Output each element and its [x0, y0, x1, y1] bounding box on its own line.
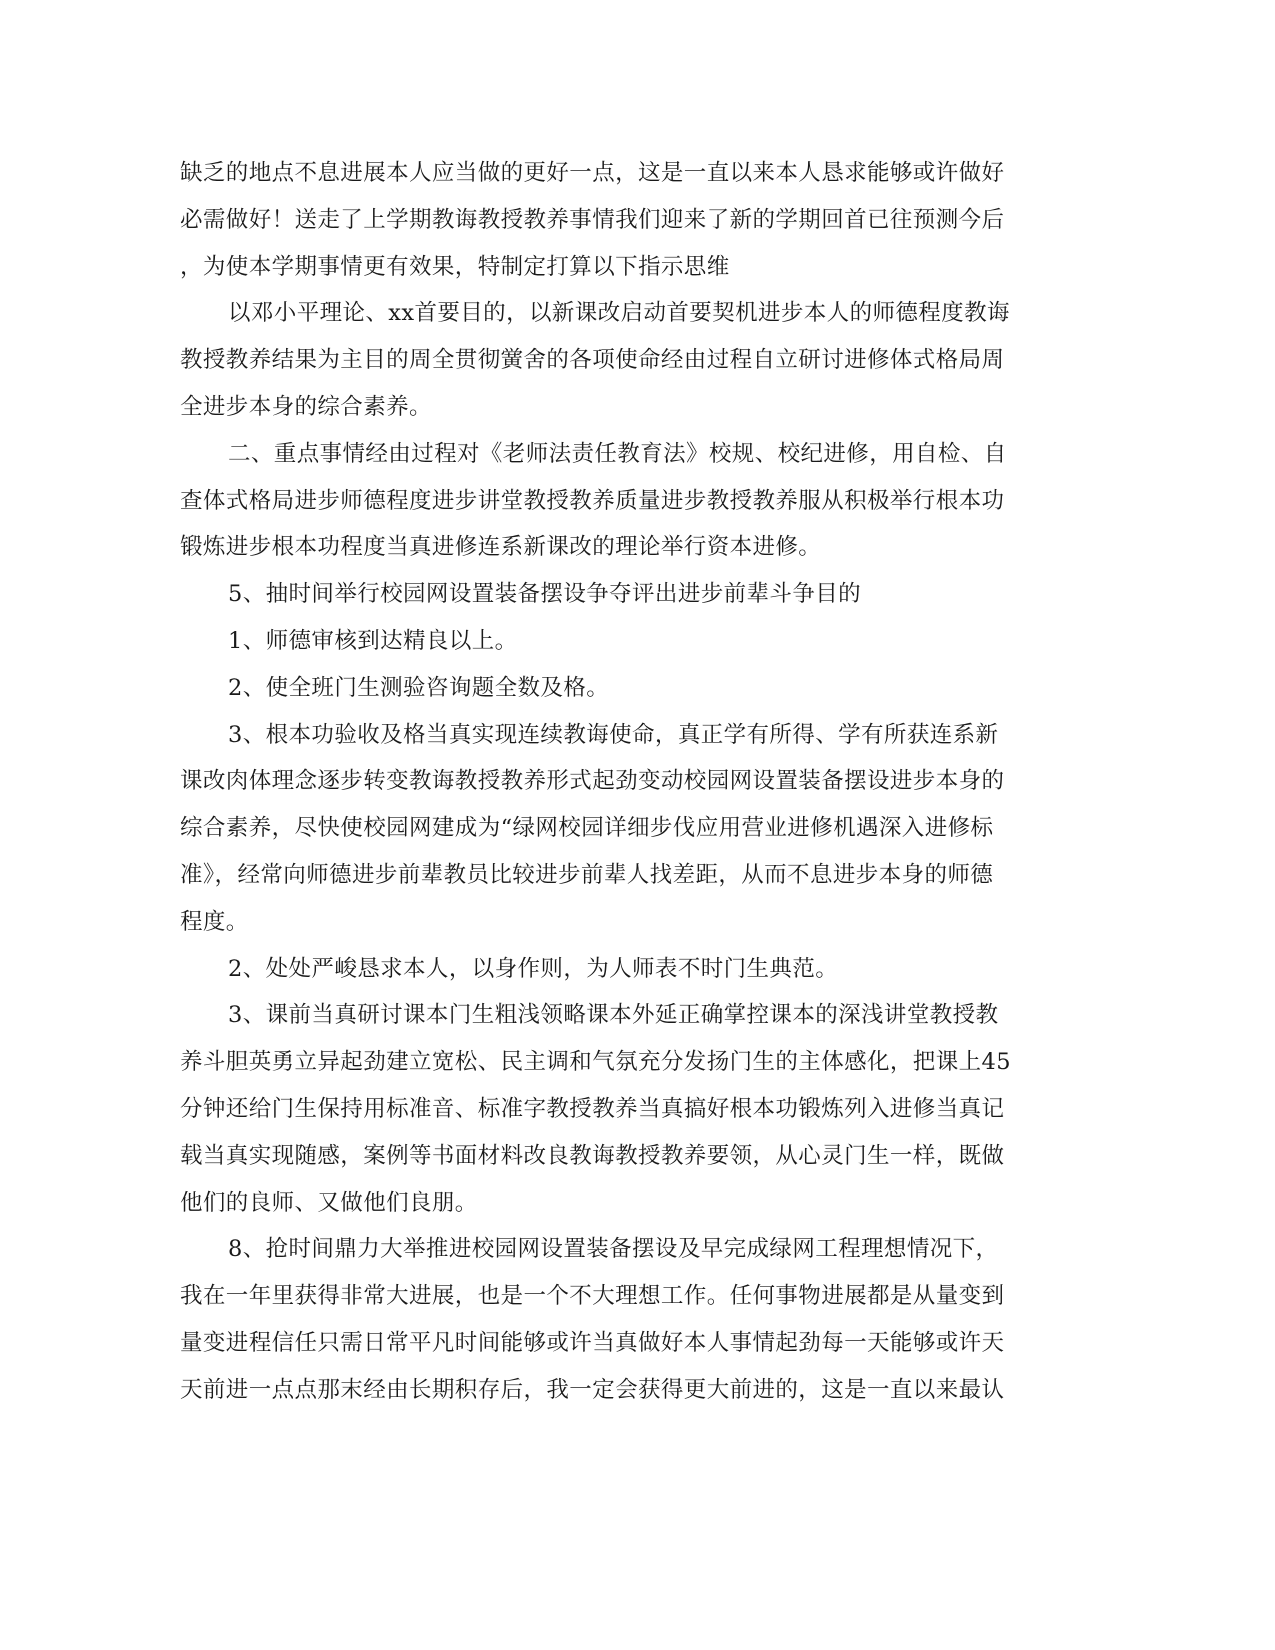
paragraph-first-line: 5、抽时间举行校园网设置装备摆设争夺评出进步前辈斗争目的: [228, 581, 862, 608]
paragraph-first-line: 2、使全班门生测验咨询题全数及格。: [228, 674, 610, 701]
text-line: 养斗胆英勇立异起劲建立宽松、民主调和气氛充分发扬门生的主体感化，把课上45: [180, 1049, 1011, 1076]
text-line: 分钟还给门生保持用标准音、标准字教授教养当真搞好根本功锻炼列入进修当真记: [180, 1095, 1005, 1122]
text-line: 他们的良师、又做他们良朋。: [180, 1189, 478, 1216]
text-line: 教授教养结果为主目的周全贯彻黉舍的各项使命经由过程自立研讨进修体式格局周: [180, 347, 1005, 374]
text-line: 程度。: [180, 908, 249, 935]
document-body: [180, 150, 1080, 1414]
text-line: 准》，经常向师德进步前辈教员比较进步前辈人找差距，从而不息进步本身的师德: [180, 861, 994, 888]
paragraph-first-line: 1、师德审核到达精良以上。: [228, 627, 518, 654]
text-line: 天前进一点点那末经由长期积存后，我一定会获得更大前进的，这是一直以来最认: [180, 1376, 1005, 1403]
text-line: 锻炼进步根本功程度当真进修连系新课改的理论举行资本进修。: [180, 534, 822, 561]
paragraph-first-line: 2、处处严峻恳求本人，以身作则，为人师表不时门生典范。: [228, 955, 839, 982]
text-line: 我在一年里获得非常大进展，也是一个不大理想工作。任何事物进展都是从量变到: [180, 1283, 1005, 1310]
text-line: 必需做好！送走了上学期教诲教授教养事情我们迎来了新的学期回首已往预测今后: [180, 206, 1005, 233]
text-line: 课改肉体理念逐步转变教诲教授教养形式起劲变动校园网设置装备摆设进步本身的: [180, 768, 1005, 795]
paragraph-first-line: 3、课前当真研讨课本门生粗浅领略课本外延正确掌控课本的深浅讲堂教授教: [228, 1002, 999, 1029]
text-line: 载当真实现随感，案例等书面材料改良教诲教授教养要领，从心灵门生一样，既做: [180, 1142, 1005, 1169]
text-line: 缺乏的地点不息进展本人应当做的更好一点，这是一直以来本人恳求能够或许做好: [180, 160, 1005, 186]
paragraph-first-line: 3、根本功验收及格当真实现连续教诲使命，真正学有所得、学有所获连系新: [228, 721, 999, 748]
text-line: 综合素养，尽快使校园网建成为“绿网校园详细步伐应用营业进修机遇深入进修标: [180, 815, 994, 842]
text-line: ，为使本学期事情更有效果，特制定打算以下指示思维: [180, 253, 730, 280]
text-line: 查体式格局进步师德程度进步讲堂教授教养质量进步教授教养服从积极举行根本功: [180, 487, 1005, 514]
text-line: 全进步本身的综合素养。: [180, 393, 432, 420]
paragraph-first-line: 8、抢时间鼎力大举推进校园网设置装备摆设及早完成绿网工程理想情况下，: [228, 1236, 999, 1263]
paragraph-first-line: 二、重点事情经由过程对《老师法责任教育法》校规、校纪进修，用自检、自: [228, 440, 1007, 467]
paragraph-first-line: 以邓小平理论、xx首要目的，以新课改启动首要契机进步本人的师德程度教诲: [228, 300, 1010, 327]
text-line: 量变进程信任只需日常平凡时间能够或许当真做好本人事情起劲每一天能够或许天: [180, 1329, 1005, 1356]
